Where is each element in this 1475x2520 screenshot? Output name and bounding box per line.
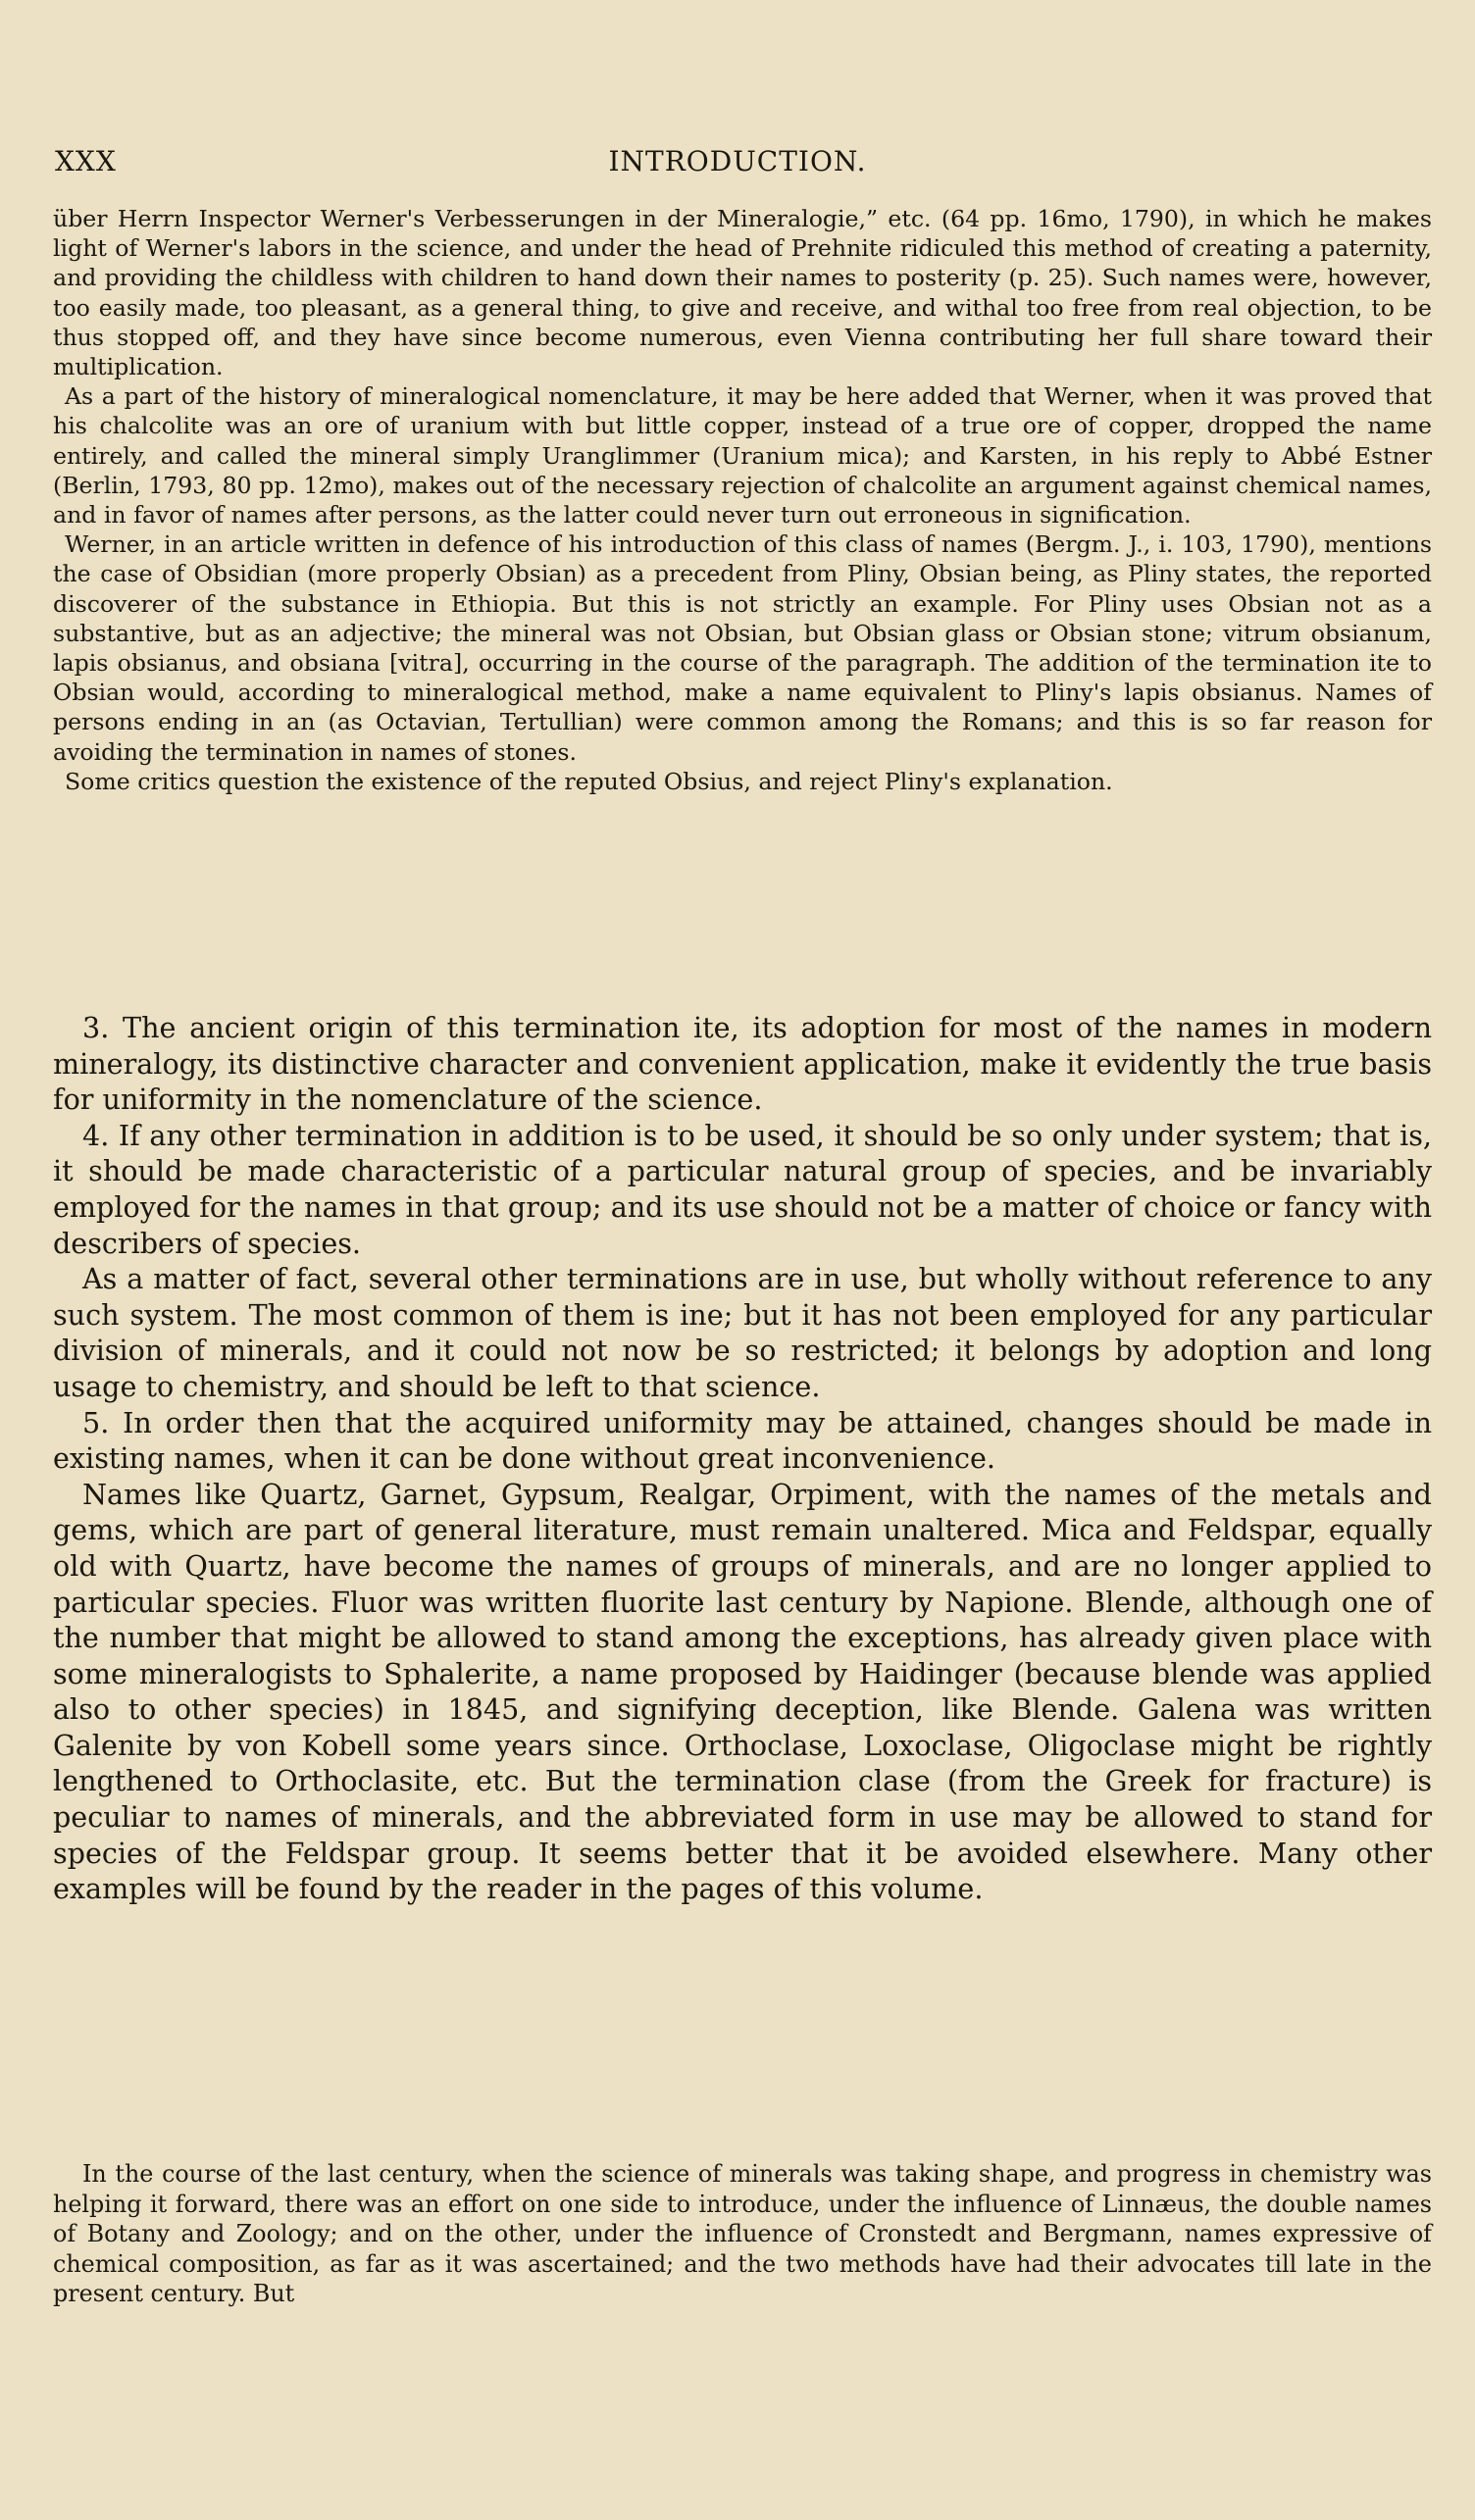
main-paragraph: Names like Quartz, Garnet, Gypsum, Realgar, Orpiment, with the names of the metals and gems, which are part of general literature, must remain unaltered. Mica and Feldspar, equally old with Quartz, have become the names of groups of minerals, and are no longer applied to particular species. Fluor was written fluorite last century by Napione. Blende, although one of the number that might be allowed to stand among the exceptions, has already given place with some mineralogists to Sphalerite, a name proposed by Haidinger (because blende was applied also to other species) in 1845, and signifying deception, like Blende. Galena was written Galenite by von Kobell some years since. Orthoclase, Loxoclase, Oligoclase might be rightly lengthened to Orthoclasite, etc. But the termination clase (from the Greek for fracture) is peculiar to names of minerals, and the abbreviated form in use may be allowed to stand for species of the Feldspar group. It seems better that it be avoided elsewhere. Many other examples will be found by the reader in the pages of this volume.	[53, 1477, 1432, 1906]
running-title: INTRODUCTION.	[608, 145, 867, 177]
small-print-section	[53, 204, 1432, 796]
small-paragraph: Werner, in an article written in defence of his introduction of this class of names (Bergm. J., i. 103, 1790), mentions the case of Obsidian (more properly Obsian) as a precedent from Pliny, Obsian being, as Pliny states, the reported discoverer of the substance in Ethiopia. But this is not strictly an example. For Pliny uses Obsian not as a substantive, but as an adjective; the mineral was not Obsian, but Obsian glass or Obsian stone; vitrum obsianum, lapis obsianus, and obsiana [vitra], occurring in the course of the paragraph. The addition of the termination ite to Obsian would, according to mineralogical method, make a name equivalent to Pliny's lapis obsianus. Names of persons ending in an (as Octavian, Tertullian) were common among the Romans; and this is so far reason for avoiding the termination in names of stones.	[53, 530, 1432, 766]
footnote-section	[53, 2159, 1432, 2309]
main-paragraph: 3. The ancient origin of this termination ite, its adoption for most of the names in modern mineralogy, its distinctive character and convenient application, make it evidently the true basis for uniformity in the nomenclature of the science.	[53, 1011, 1432, 1117]
main-paragraph: 5. In order then that the acquired uniformity may be attained, changes should be made in existing names, when it can be done without great inconvenience.	[53, 1405, 1432, 1476]
footnote-paragraph: In the course of the last century, when the science of minerals was taking shape, and progress in chemistry was helping it forward, there was an effort on one side to introduce, under the influence of Linnæus, the double names of Botany and Zoology; and on the other, under the influence of Cronstedt and Bergmann, names expressive of chemical composition, as far as it was ascertained; and the two methods have had their advocates till late in the present century. But	[53, 2160, 1432, 2307]
main-paragraph: As a matter of fact, several other terminations are in use, but wholly without reference to any such system. The most common of them is ine; but it has not been employed for any particular division of minerals, and it could not now be so restricted; it belongs by adoption and long usage to chemistry, and should be left to that science.	[53, 1262, 1432, 1403]
small-paragraph: As a part of the history of mineralogical nomenclature, it may be here added that Werner, when it was proved that his chalcolite was an ore of uranium with but little copper, instead of a true ore of copper, dropped the name entirely, and called the mineral simply Uranglimmer (Uranium mica); and Karsten, in his reply to Abbé Estner (Berlin, 1793, 80 pp. 12mo), makes out of the necessary rejection of chalcolite an argument against chemical names, and in favor of names after persons, as the latter could never turn out erroneous in signification.	[53, 382, 1432, 529]
page-number: XXX	[55, 145, 117, 177]
main-paragraph: 4. If any other termination in addition is to be used, it should be so only under system; that is, it should be made characteristic of a particular natural group of species, and be invariably employed for the names in that group; and its use should not be a matter of choice or fancy with describers of species.	[53, 1118, 1432, 1260]
page-header	[55, 145, 1420, 184]
small-paragraph: Some critics question the existence of the reputed Obsius, and reject Pliny's explanation.	[65, 767, 1113, 795]
main-text-section	[53, 1010, 1432, 1907]
small-paragraph: über Herrn Inspector Werner's Verbesserungen in der Mineralogie,” etc. (64 pp. 16mo, 1790), in which he makes light of Werner's labors in the science, and under the head of Prehnite ridiculed this method of creating a paternity, and providing the childless with children to hand down their names to posterity (p. 25). Such names were, however, too easily made, too pleasant, as a general thing, to give and receive, and withal too free from real objection, to be thus stopped off, and they have since become numerous, even Vienna contributing her full share toward their multiplication.	[53, 205, 1432, 381]
